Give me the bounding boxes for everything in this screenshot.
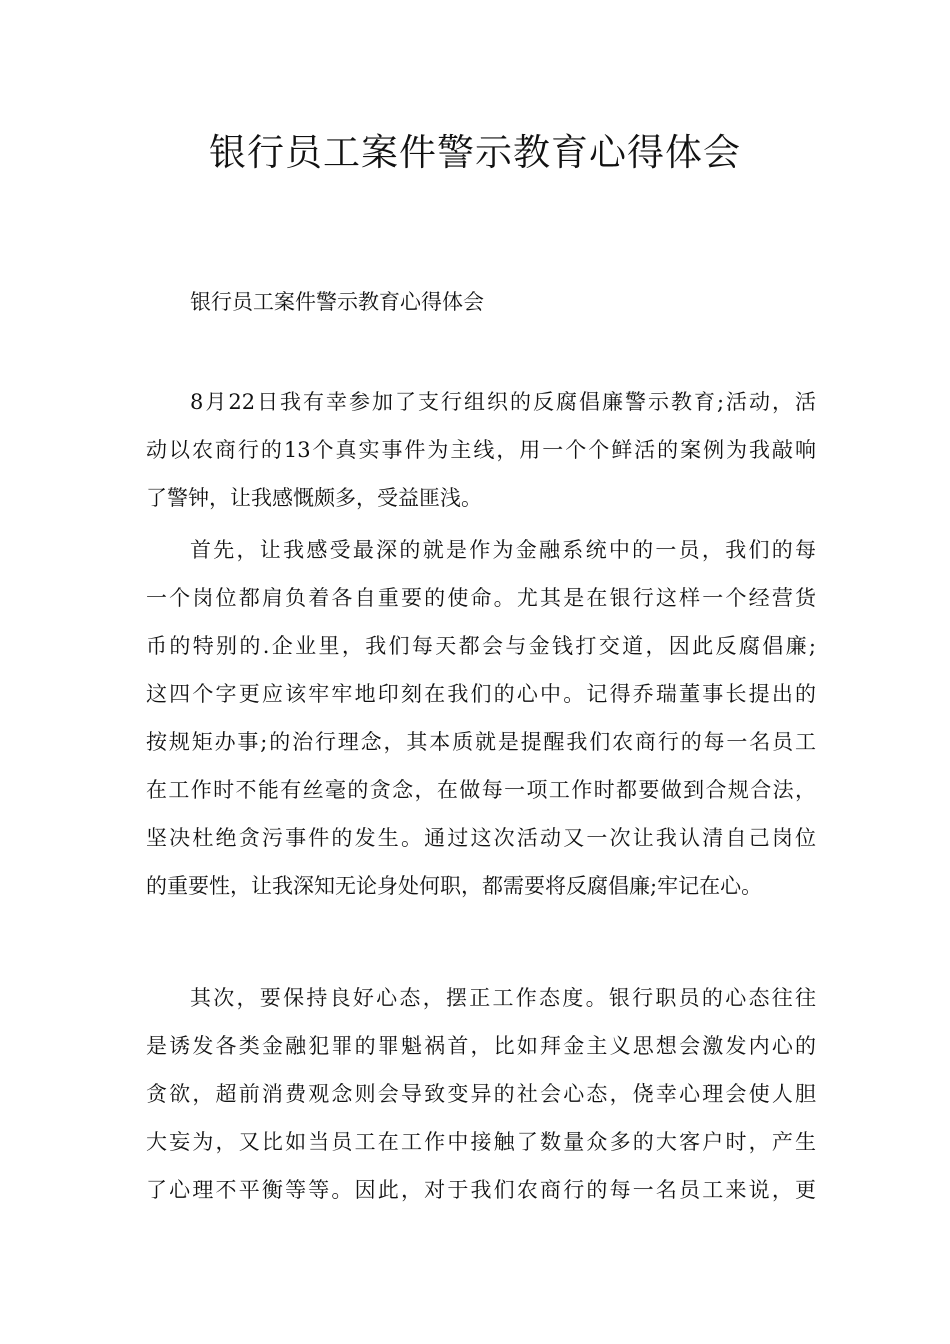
paragraph-line: 在工作时不能有丝毫的贪念，在做每一项工作时都要做到合规合法， <box>146 778 816 802</box>
paragraph-line: 的重要性，让我深知无论身处何职，都需要将反腐倡廉;牢记在心。 <box>146 874 763 898</box>
document-subtitle: 银行员工案件警示教育心得体会 <box>190 290 484 314</box>
paragraph-line: 币的特别的.企业里，我们每天都会与金钱打交道，因此反腐倡廉; <box>146 634 816 658</box>
paragraph-line: 动以农商行的13个真实事件为主线，用一个个鲜活的案例为我敲响 <box>146 438 816 462</box>
paragraph-line: 了警钟，让我感慨颇多，受益匪浅。 <box>146 486 482 510</box>
paragraph-line: 坚决杜绝贪污事件的发生。通过这次活动又一次让我认清自己岗位 <box>146 826 816 850</box>
paragraph-line: 这四个字更应该牢牢地印刻在我们的心中。记得乔瑞董事长提出的 <box>146 682 816 706</box>
paragraph-3 <box>146 974 816 1214</box>
paragraph-line: 大妄为，又比如当员工在工作中接触了数量众多的大客户时，产生 <box>146 1130 816 1154</box>
paragraph-line: 贪欲，超前消费观念则会导致变异的社会心态，侥幸心理会使人胆 <box>146 1082 816 1106</box>
paragraph-2 <box>146 526 816 910</box>
paragraph-line: 按规矩办事;的治行理念，其本质就是提醒我们农商行的每一名员工 <box>146 730 816 754</box>
paragraph-line: 其次，要保持良好心态，摆正工作态度。银行职员的心态往往 <box>190 986 816 1010</box>
paragraph-line: 8月22日我有幸参加了支行组织的反腐倡廉警示教育;活动，活 <box>190 390 816 414</box>
document-title: 银行员工案件警示教育心得体会 <box>209 131 741 174</box>
paragraph-line: 一个岗位都肩负着各自重要的使命。尤其是在银行这样一个经营货 <box>146 586 816 610</box>
paragraph-line: 了心理不平衡等等。因此，对于我们农商行的每一名员工来说，更 <box>146 1178 816 1202</box>
paragraph-1 <box>146 378 816 522</box>
paragraph-line: 是诱发各类金融犯罪的罪魁祸首，比如拜金主义思想会激发内心的 <box>146 1034 816 1058</box>
paragraph-line: 首先，让我感受最深的就是作为金融系统中的一员，我们的每 <box>190 538 816 562</box>
